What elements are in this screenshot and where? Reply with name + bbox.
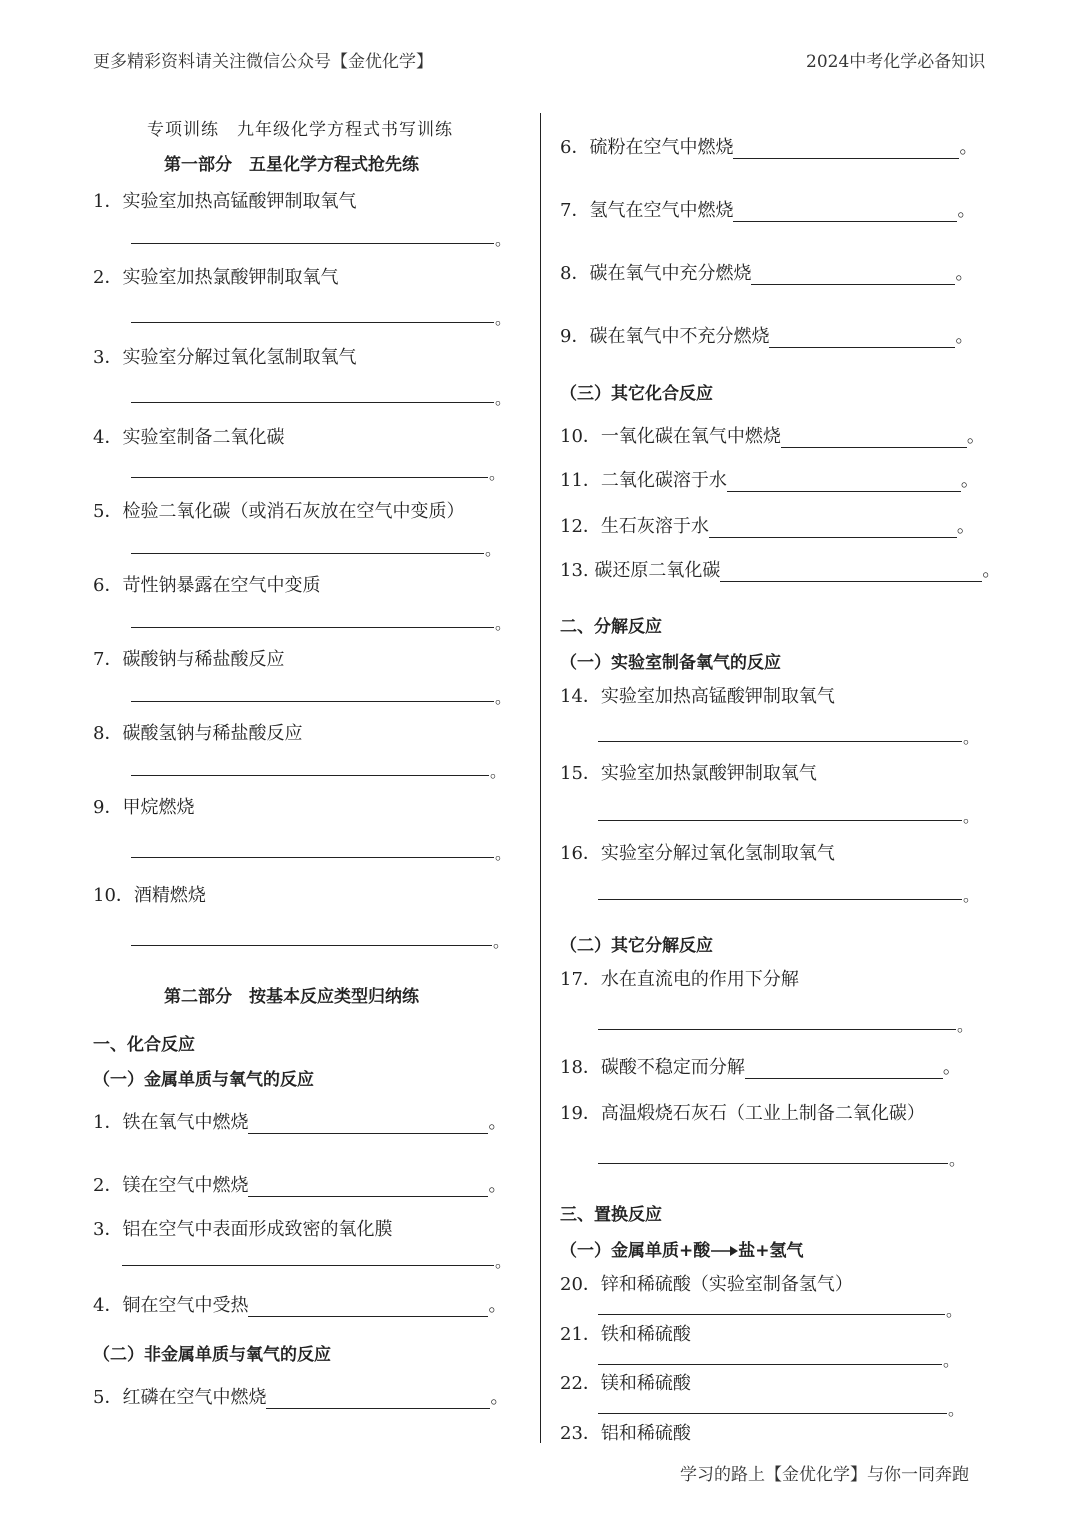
subsection-other-combination: （三）其它化合反应	[560, 384, 713, 404]
question-p1-7: 7．碳酸钠与稀盐酸反应	[93, 649, 285, 670]
question-r22: 22．镁和稀硫酸	[560, 1373, 691, 1394]
question-r20: 20．锌和稀硫酸（实验室制备氢气）	[560, 1274, 853, 1295]
question-p1-9: 9．甲烷燃烧	[93, 797, 195, 818]
answer-line-p1-6[interactable]: 。	[131, 612, 506, 628]
section-decomposition: 二、分解反应	[560, 617, 662, 637]
question-p1-4: 4．实验室制备二氧化碳	[93, 427, 285, 448]
subsection-other-decomposition: （二）其它分解反应	[560, 936, 713, 956]
question-c3: 3．铝在空气中表面形成致密的氧化膜	[93, 1219, 393, 1240]
answer-line-c12[interactable]	[709, 519, 957, 538]
question-c11: 11．二氧化碳溶于水 。	[560, 470, 979, 491]
answer-line-c10[interactable]	[781, 429, 967, 448]
answer-line-c11[interactable]	[727, 473, 961, 492]
answer-line-p1-3[interactable]: 。	[131, 387, 506, 403]
question-p1-5: 5．检验二氧化碳（或消石灰放在空气中变质）	[93, 501, 465, 522]
answer-line-p1-8[interactable]: 。	[131, 760, 506, 776]
answer-line-c8[interactable]	[751, 266, 955, 285]
answer-line-c1[interactable]	[248, 1115, 488, 1134]
answer-line-c3[interactable]: 。	[122, 1250, 506, 1266]
question-p1-2: 2．实验室加热氯酸钾制取氧气	[93, 267, 339, 288]
answer-line-r20[interactable]: 。	[598, 1299, 974, 1315]
question-d14: 14．实验室加热高锰酸钾制取氧气	[560, 686, 835, 707]
answer-line-c7[interactable]	[733, 203, 957, 222]
part1-heading: 第一部分 五星化学方程式抢先练	[164, 155, 419, 175]
question-d17: 17．水在直流电的作用下分解	[560, 969, 799, 990]
section-combination: 一、化合反应	[93, 1035, 195, 1055]
question-c10: 10．一氧化碳在氧气中燃烧 。	[560, 426, 985, 447]
question-c4: 4．铜在空气中受热 。	[93, 1295, 507, 1316]
subsection-metal-oxygen: （一）金属单质与氧气的反应	[93, 1070, 314, 1090]
subsection-metal-acid: （一）金属单质+酸 盐+氢气	[560, 1241, 804, 1261]
reaction-arrow-icon	[710, 1244, 738, 1258]
part2-heading: 第二部分 按基本反应类型归纳练	[164, 987, 419, 1007]
question-c7: 7．氢气在空气中燃烧 。	[560, 200, 976, 221]
footer-slogan: 学习的路上【金优化学】与你一同奔跑	[680, 1465, 969, 1485]
answer-line-d17[interactable]: 。	[598, 1014, 974, 1030]
column-divider	[540, 113, 541, 1443]
answer-line-d18[interactable]	[745, 1060, 943, 1079]
worksheet-title: 专项训练 九年级化学方程式书写训练	[147, 120, 453, 140]
question-p1-8: 8．碳酸氢钠与稀盐酸反应	[93, 723, 303, 744]
answer-line-p1-9[interactable]: 。	[131, 842, 506, 858]
subsection-lab-oxygen: （一）实验室制备氧气的反应	[560, 653, 781, 673]
answer-line-p1-7[interactable]: 。	[131, 686, 506, 702]
answer-line-c2[interactable]	[248, 1178, 488, 1197]
question-p1-1: 1．实验室加热高锰酸钾制取氧气	[93, 191, 357, 212]
subsection-nonmetal-oxygen: （二）非金属单质与氧气的反应	[93, 1345, 331, 1365]
question-p1-3: 3．实验室分解过氧化氢制取氧气	[93, 347, 357, 368]
answer-line-c5[interactable]	[266, 1390, 490, 1409]
question-d18: 18．碳酸不稳定而分解 。	[560, 1057, 961, 1078]
answer-line-d14[interactable]: 。	[598, 726, 974, 742]
question-c9: 9．碳在氧气中不充分燃烧 。	[560, 326, 974, 347]
question-p1-6: 6．苛性钠暴露在空气中变质	[93, 575, 321, 596]
question-d19: 19．高温煅烧石灰石（工业上制备二氧化碳）	[560, 1103, 925, 1124]
question-r21: 21．铁和稀硫酸	[560, 1324, 691, 1345]
question-c8: 8．碳在氧气中充分燃烧 。	[560, 263, 974, 284]
section-displacement: 三、置换反应	[560, 1205, 662, 1225]
answer-line-p1-2[interactable]: 。	[131, 307, 506, 323]
question-c13: 13. 碳还原二氧化碳 。	[560, 560, 1001, 581]
answer-line-p1-1[interactable]: 。	[131, 228, 506, 244]
question-p1-10: 10．酒精燃烧	[93, 885, 206, 906]
header-right: 2024中考化学必备知识	[806, 52, 986, 72]
answer-line-r22[interactable]: 。	[598, 1398, 974, 1414]
answer-line-p1-4[interactable]: 。	[131, 462, 506, 478]
header-left: 更多精彩资料请关注微信公众号【金优化学】	[93, 52, 433, 72]
question-d16: 16．实验室分解过氧化氢制取氧气	[560, 843, 835, 864]
question-c5: 5．红磷在空气中燃烧 。	[93, 1387, 509, 1408]
answer-line-c13[interactable]	[720, 563, 982, 582]
answer-line-d16[interactable]: 。	[598, 884, 974, 900]
answer-line-d15[interactable]: 。	[598, 805, 974, 821]
question-r23: 23．铝和稀硫酸	[560, 1423, 691, 1444]
answer-line-p1-10[interactable]: 。	[131, 930, 506, 946]
answer-line-c9[interactable]	[769, 329, 955, 348]
question-c12: 12．生石灰溶于水 。	[560, 516, 975, 537]
question-d15: 15．实验室加热氯酸钾制取氧气	[560, 763, 817, 784]
answer-line-r21[interactable]: 。	[598, 1349, 974, 1365]
answer-line-p1-5[interactable]: 。	[131, 538, 506, 554]
answer-line-d19[interactable]: 。	[598, 1148, 974, 1164]
answer-line-c4[interactable]	[248, 1298, 488, 1317]
question-c6: 6．硫粉在空气中燃烧 。	[560, 137, 978, 158]
question-c1: 1．铁在氧气中燃烧 。	[93, 1112, 507, 1133]
answer-line-c6[interactable]	[733, 140, 959, 159]
question-c2: 2．镁在空气中燃烧 。	[93, 1175, 507, 1196]
